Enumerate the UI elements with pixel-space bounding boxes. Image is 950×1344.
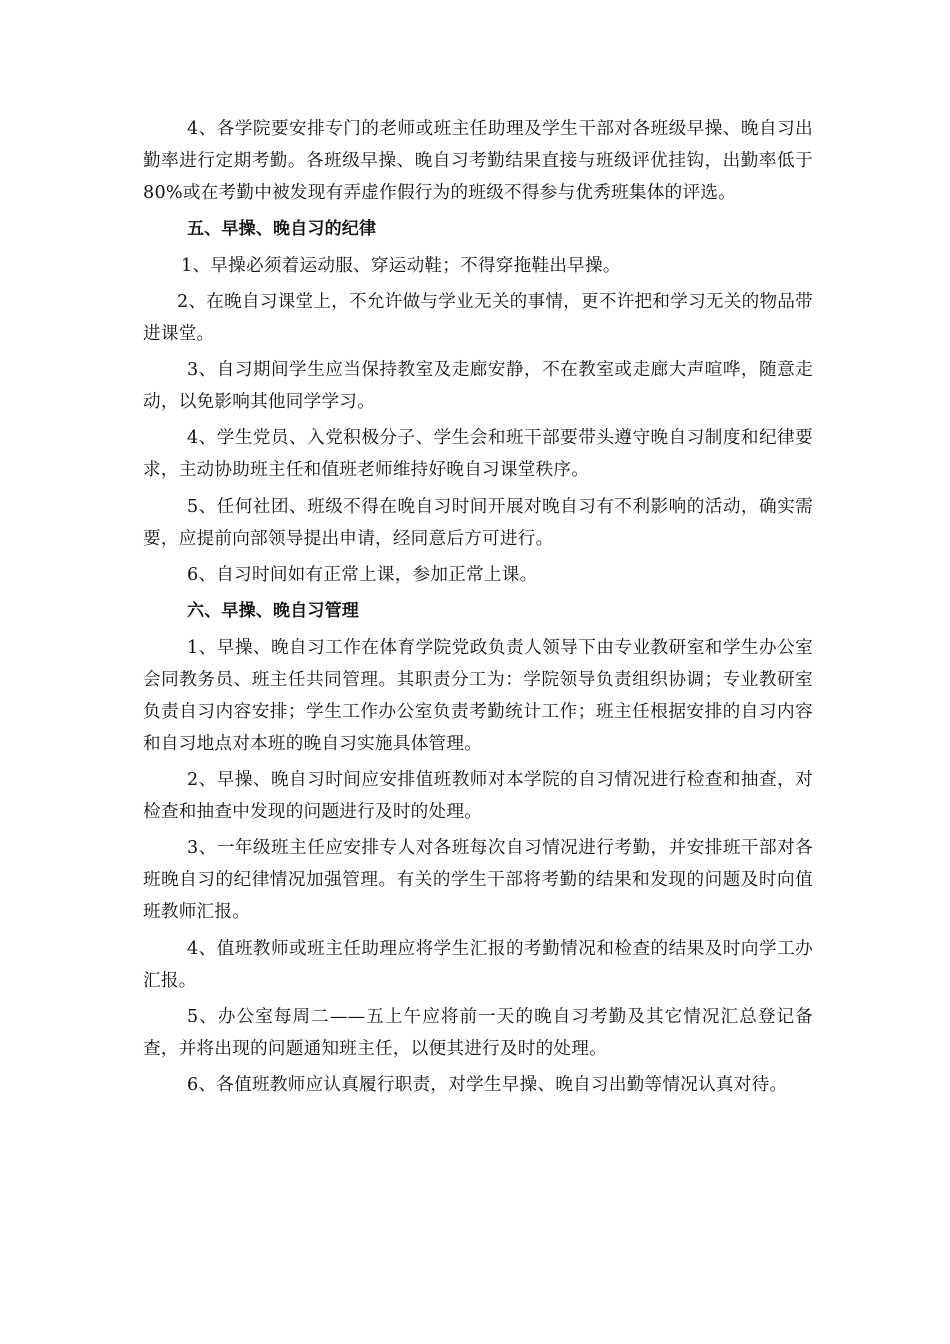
paragraph-management-3: 3、一年级班主任应安排专人对各班每次自习情况进行考勤，并安排班干部对各班晚自习的纪律情况加强管理。有关的学生干部将考勤的结果和发现的问题及时向值班教师汇报。 — [143, 838, 813, 923]
document-body — [143, 113, 813, 1105]
section-heading-management: 六、早操、晚自习管理 — [187, 601, 359, 622]
section-heading-discipline: 五、早操、晚自习的纪律 — [187, 219, 377, 240]
paragraph-discipline-3: 3、自习期间学生应当保持教室及走廊安静，不在教室或走廊大声喧哗，随意走动，以免影响其他同学学习。 — [143, 360, 813, 413]
paragraph-discipline-4: 4、学生党员、入党积极分子、学生会和班干部要带头遵守晚自习制度和纪律要求，主动协助班主任和值班老师维持好晚自习课堂秩序。 — [143, 428, 813, 481]
paragraph-management-5: 5、办公室每周二——五上午应将前一天的晚自习考勤及其它情况汇总登记备查，并将出现的问题通知班主任，以便其进行及时的处理。 — [143, 1006, 813, 1059]
paragraph-discipline-1: 1、早操必须着运动服、穿运动鞋；不得穿拖鞋出早操。 — [181, 255, 621, 276]
paragraph-management-4: 4、值班教师或班主任助理应将学生汇报的考勤情况和检查的结果及时向学工办汇报。 — [143, 938, 813, 991]
paragraph-management-2: 2、早操、晚自习时间应安排值班教师对本学院的自习情况进行检查和抽查，对检查和抽查中发现的问题进行及时的处理。 — [143, 769, 813, 822]
paragraph-discipline-2: 2、在晚自习课堂上，不允许做与学业无关的事情，更不许把和学习无关的物品带进课堂。 — [143, 291, 813, 344]
paragraph-management-6: 6、各值班教师应认真履行职责，对学生早操、晚自习出勤等情况认真对待。 — [187, 1075, 788, 1096]
paragraph-discipline-6: 6、自习时间如有正常上课，参加正常上课。 — [187, 565, 538, 586]
paragraph-management-1: 1、早操、晚自习工作在体育学院党政负责人领导下由专业教研室和学生办公室会同教务员、班主任共同管理。其职责分工为：学院领导负责组织协调；专业教研室负责自习内容安排；学生工作办公室负责考勤统计工作；班主任根据安排的自习内容和自习地点对本班的晚自习实施具体管理。 — [143, 637, 813, 754]
paragraph-attendance-4: 4、各学院要安排专门的老师或班主任助理及学生干部对各班级早操、晚自习出勤率进行定期考勤。各班级早操、晚自习考勤结果直接与班级评优挂钩，出勤率低于80%或在考勤中被发现有弄虚作假行为的班级不得参与优秀班集体的评选。 — [143, 119, 813, 203]
paragraph-discipline-5: 5、任何社团、班级不得在晚自习时间开展对晚自习有不利影响的活动，确实需要，应提前向部领导提出申请，经同意后方可进行。 — [143, 496, 813, 549]
